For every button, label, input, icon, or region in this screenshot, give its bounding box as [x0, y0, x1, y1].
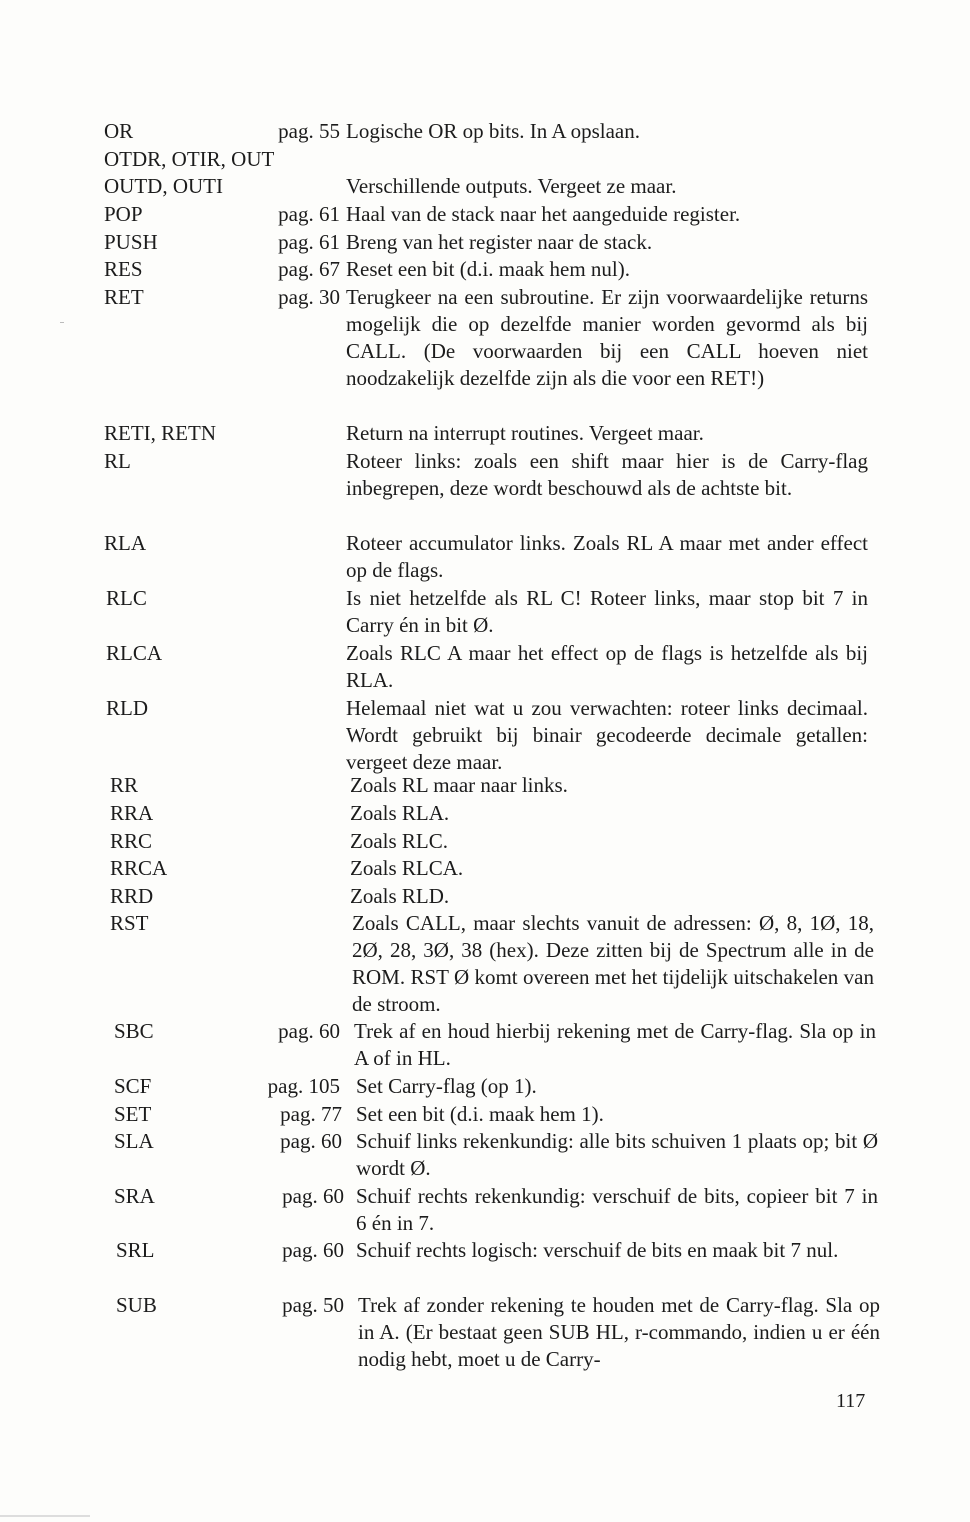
instruction-mnemonic: RRCA: [110, 856, 168, 880]
page-reference: pag. 61: [278, 202, 340, 226]
instruction-description: Zoals RLC A maar het effect op de flags is hetzelfde als bij RLA.: [346, 641, 868, 692]
instruction-description: Set een bit (d.i. maak hem 1).: [356, 1102, 604, 1126]
instruction-description: Zoals CALL, maar slechts vanuit de adressen: Ø, 8, 1Ø, 18, 2Ø, 28, 3Ø, 38 (hex). Deze zitten bij de Spectrum alle in de ROM. RST Ø komt overeen met het tijdelijk uitschakelen van de stroom.: [352, 911, 874, 1016]
instruction-mnemonic: POP: [104, 202, 143, 226]
instruction-description: Roteer links: zoals een shift maar hier is de Carry-flag inbegrepen, deze wordt beschouwd als de achtste bit.: [346, 449, 868, 500]
instruction-mnemonic: OTDR, OTIR, OUT: [104, 147, 275, 171]
instruction-mnemonic: SBC: [114, 1019, 154, 1043]
instruction-mnemonic: RET: [104, 285, 144, 309]
instruction-description: Zoals RLC.: [350, 829, 448, 853]
page-reference: pag. 50: [282, 1293, 344, 1317]
page-reference: pag. 30: [278, 285, 340, 309]
instruction-description: Trek af zonder rekening te houden met de Carry-flag. Sla op in A. (Er bestaat geen SUB HL, r-commando, indien u er één nodig hebt, moet u de Carry-: [358, 1293, 880, 1371]
instruction-mnemonic: RRD: [110, 884, 154, 908]
instruction-mnemonic: OR: [104, 119, 134, 143]
page-reference: pag. 60: [280, 1129, 342, 1153]
instruction-description: Zoals RLA.: [350, 801, 450, 825]
instruction-description: Terugkeer na een subroutine. Er zijn voorwaardelijke returns mogelijk die op dezelfde manier worden gevormd als bij CALL. (De voorwaarden bij een CALL hoeven niet noodzakelijk dezelfde zijn als die voor een RET!): [346, 285, 868, 390]
instruction-mnemonic: RLD: [106, 696, 148, 720]
instruction-description: Breng van het register naar de stack.: [346, 230, 653, 254]
page-number: 117: [836, 1390, 866, 1412]
instruction-mnemonic: RES: [104, 257, 143, 281]
instruction-mnemonic: RETI, RETN: [104, 421, 216, 445]
instruction-description: Helemaal niet wat u zou verwachten: roteer links decimaal. Wordt gebruikt bij binair gecodeerde decimale getallen: vergeet deze maar.: [346, 696, 868, 774]
instruction-description: Logische OR op bits. In A opslaan.: [346, 119, 640, 143]
page-reference: pag. 77: [280, 1102, 342, 1126]
scan-speck: [0, 1515, 90, 1517]
scan-speck: [60, 322, 64, 323]
instruction-description: Haal van de stack naar het aangeduide register.: [346, 202, 741, 226]
instruction-mnemonic: SET: [114, 1102, 152, 1126]
instruction-mnemonic: SLA: [114, 1129, 154, 1153]
page-reference: pag. 105: [267, 1074, 340, 1098]
instruction-mnemonic: PUSH: [104, 230, 158, 254]
page-reference: pag. 67: [278, 257, 340, 281]
instruction-description: Schuif links rekenkundig: alle bits schuiven 1 plaats op; bit Ø wordt Ø.: [356, 1129, 878, 1180]
instruction-mnemonic: RR: [110, 773, 139, 797]
instruction-description: Reset een bit (d.i. maak hem nul).: [346, 257, 631, 281]
instruction-description: Trek af en houd hierbij rekening met de Carry-flag. Sla op in A of in HL.: [354, 1019, 876, 1070]
instruction-description: Set Carry-flag (op 1).: [356, 1074, 537, 1098]
instruction-description: Schuif rechts rekenkundig: verschuif de bits, copieer bit 7 in 6 én in 7.: [356, 1184, 878, 1235]
page-reference: pag. 60: [282, 1238, 344, 1262]
instruction-mnemonic: RL: [104, 449, 131, 473]
instruction-mnemonic: RLCA: [106, 641, 163, 665]
instruction-mnemonic: OUTD, OUTI: [104, 174, 223, 198]
instruction-mnemonic: SCF: [114, 1074, 152, 1098]
instruction-mnemonic: RST: [110, 911, 149, 935]
page-reference: pag. 60: [282, 1184, 344, 1208]
instruction-mnemonic: SRA: [114, 1184, 155, 1208]
page-reference: pag. 60: [278, 1019, 340, 1043]
page-reference: pag. 61: [278, 230, 340, 254]
instruction-mnemonic: RLA: [104, 531, 146, 555]
instruction-mnemonic: SRL: [116, 1238, 155, 1262]
instruction-description: Zoals RLCA.: [350, 856, 464, 880]
instruction-mnemonic: RRC: [110, 829, 153, 853]
page-reference: pag. 55: [278, 119, 340, 143]
instruction-mnemonic: RLC: [106, 586, 147, 610]
instruction-description: Verschillende outputs. Vergeet ze maar.: [346, 174, 677, 198]
instruction-description: Roteer accumulator links. Zoals RL A maar met ander effect op de flags.: [346, 531, 868, 582]
instruction-description: Schuif rechts logisch: verschuif de bits en maak bit 7 nul.: [356, 1238, 839, 1262]
instruction-description: Return na interrupt routines. Vergeet maar.: [346, 421, 704, 445]
instruction-description: Zoals RL maar naar links.: [350, 773, 568, 797]
instruction-mnemonic: SUB: [116, 1293, 157, 1317]
instruction-description: Zoals RLD.: [350, 884, 450, 908]
instruction-description: Is niet hetzelfde als RL C! Roteer links, maar stop bit 7 in Carry én in bit Ø.: [346, 586, 868, 637]
instruction-mnemonic: RRA: [110, 801, 154, 825]
